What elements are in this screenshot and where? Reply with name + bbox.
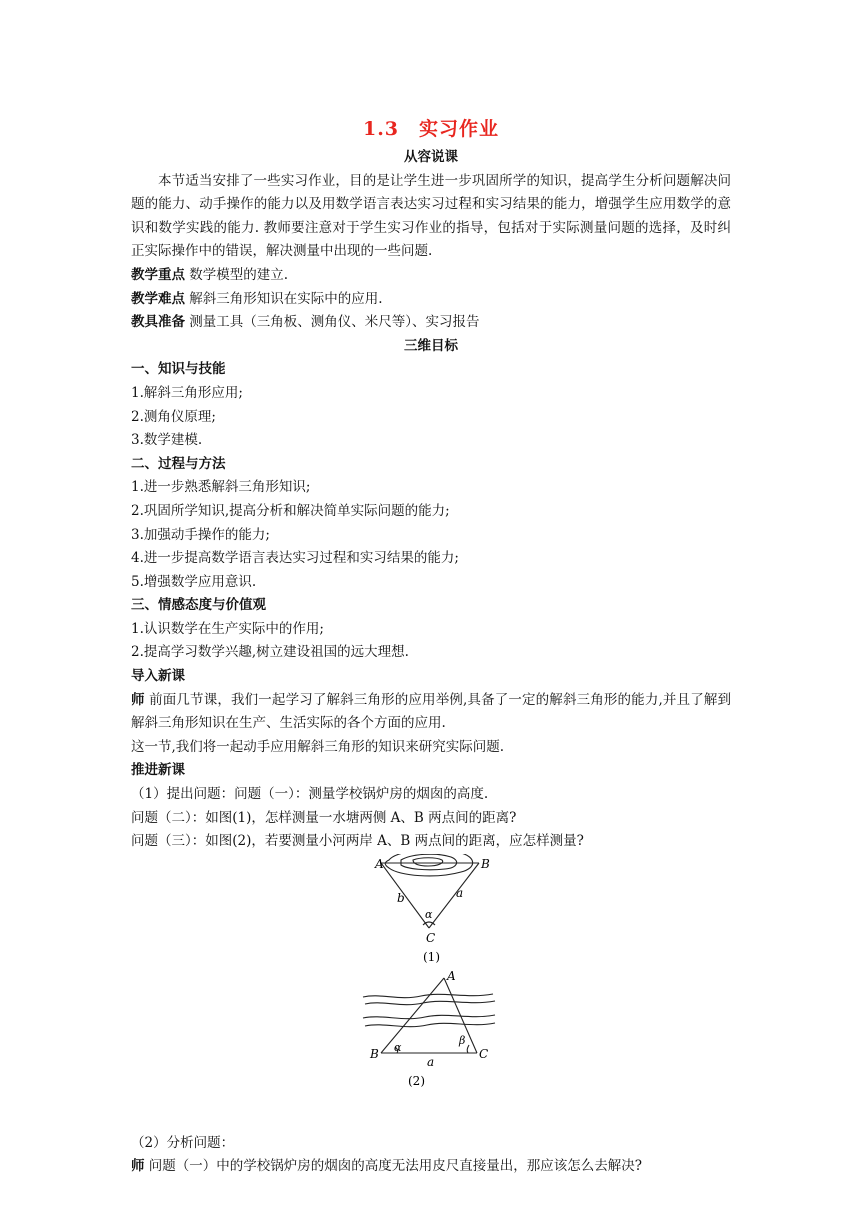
fig1-label-B: B [481, 856, 490, 871]
tools-text: 测量工具（三角板、测角仪、米尺等）、实习报告 [189, 314, 480, 331]
analysis-body: 问题（一）中的学校锅炉房的烟囱的高度无法用皮尺直接量出，那应该怎么去解决? [148, 1158, 643, 1175]
document-page [131, 112, 731, 1179]
intro-lesson-line2: 这一节,我们将一起动手应用解斜三角形的知识来研究实际问题. [131, 738, 505, 755]
goal2-item: 3.加强动手操作的能力; [131, 526, 270, 543]
intro-paragraph: 本节适当安排了一些实习作业，目的是让学生进一步巩固所学的知识，提高学生分析问题解决问题的能力、动手操作的能力以及用数学语言表达实习过程和实习结果的能力，增强学生应用数学的意识和数学实践的能力. 教师要注意对于学生实习作业的指导，包括对于实际测量问题的选择，及时纠正实际操作中的错误，解决测量中出现的一些问题. [131, 172, 731, 260]
figures [131, 854, 731, 1132]
goal2-item: 1.进一步熟悉解斜三角形知识; [131, 479, 311, 496]
goal2-item: 5.增强数学应用意识. [131, 573, 257, 590]
difficulty-label: 教学难点 [131, 290, 185, 307]
goal2-item: 4.进一步提高数学语言表达实习过程和实习结果的能力; [131, 550, 459, 567]
focus-text: 数学模型的建立. [189, 266, 289, 283]
figure-1-caption: (1) [423, 949, 440, 964]
fig2-label-A: A [447, 968, 456, 983]
fig1-label-C: C [426, 930, 436, 945]
question-2: 问题（二）：如图(1)，怎样测量一水塘两侧 A、B 两点间的距离? [131, 809, 517, 826]
triangle-figures [131, 854, 731, 1132]
intro-lesson-text [131, 689, 731, 736]
intro-lesson-heading: 导入新课 [131, 668, 185, 685]
goal3-heading: 三、情感态度与价值观 [131, 597, 266, 614]
lesson-title: 1.3 实习作业 [362, 118, 500, 140]
tools-label: 教具准备 [131, 314, 185, 331]
teaching-focus [131, 264, 731, 288]
fig1-label-alpha: α [425, 907, 433, 921]
figure-2-diagram [363, 978, 495, 1053]
goal2-heading: 二、过程与方法 [131, 455, 226, 472]
teaching-difficulty [131, 288, 731, 312]
fig2-label-alpha: α [394, 1040, 402, 1054]
analysis-label: （2）分析问题： [131, 1134, 235, 1151]
fig2-label-a: a [427, 1054, 435, 1069]
fig1-label-b: b [397, 890, 405, 905]
goal1-heading: 一、知识与技能 [131, 361, 226, 378]
analysis-text [131, 1155, 731, 1179]
section-intro-heading: 从容说课 [404, 149, 458, 165]
fig2-label-C: C [479, 1046, 489, 1061]
goal1-item: 2.测角仪原理; [131, 408, 216, 425]
fig1-label-A: A [375, 856, 384, 871]
intro-lesson-body: 前面几节课，我们一起学习了解斜三角形的应用举例,具备了一定的解斜三角形的能力,并且了解到解斜三角形知识在生产、生活实际的各个方面的应用. [131, 691, 732, 732]
teaching-tools [131, 311, 731, 335]
goal1-item: 1.解斜三角形应用; [131, 384, 243, 401]
figure-2-caption: (2) [408, 1073, 425, 1088]
question-1: （1）提出问题：问题（一）：测量学校锅炉房的烟囱的高度. [131, 786, 489, 803]
goal1-item: 3.数学建模. [131, 432, 203, 449]
fig2-label-B: B [370, 1046, 379, 1061]
fig2-label-beta: β [459, 1033, 466, 1047]
speaker-label: 师 [131, 691, 145, 708]
difficulty-text: 解斜三角形知识在实际中的应用. [189, 290, 383, 307]
question-3: 问题（三）：如图(2)，若要测量小河两岸 A、B 两点间的距离，应怎样测量? [131, 833, 584, 850]
fig1-label-a: a [456, 885, 464, 900]
section-goals-heading: 三维目标 [404, 337, 458, 354]
goal2-item: 2.巩固所学知识,提高分析和解决简单实际问题的能力; [131, 502, 450, 519]
focus-label: 教学重点 [131, 266, 185, 283]
goal3-item: 2.提高学习数学兴趣,树立建设祖国的远大理想. [131, 644, 409, 661]
goal3-item: 1.认识数学在生产实际中的作用; [131, 620, 324, 637]
speaker-label: 师 [131, 1158, 145, 1175]
new-lesson-heading: 推进新课 [131, 762, 185, 779]
